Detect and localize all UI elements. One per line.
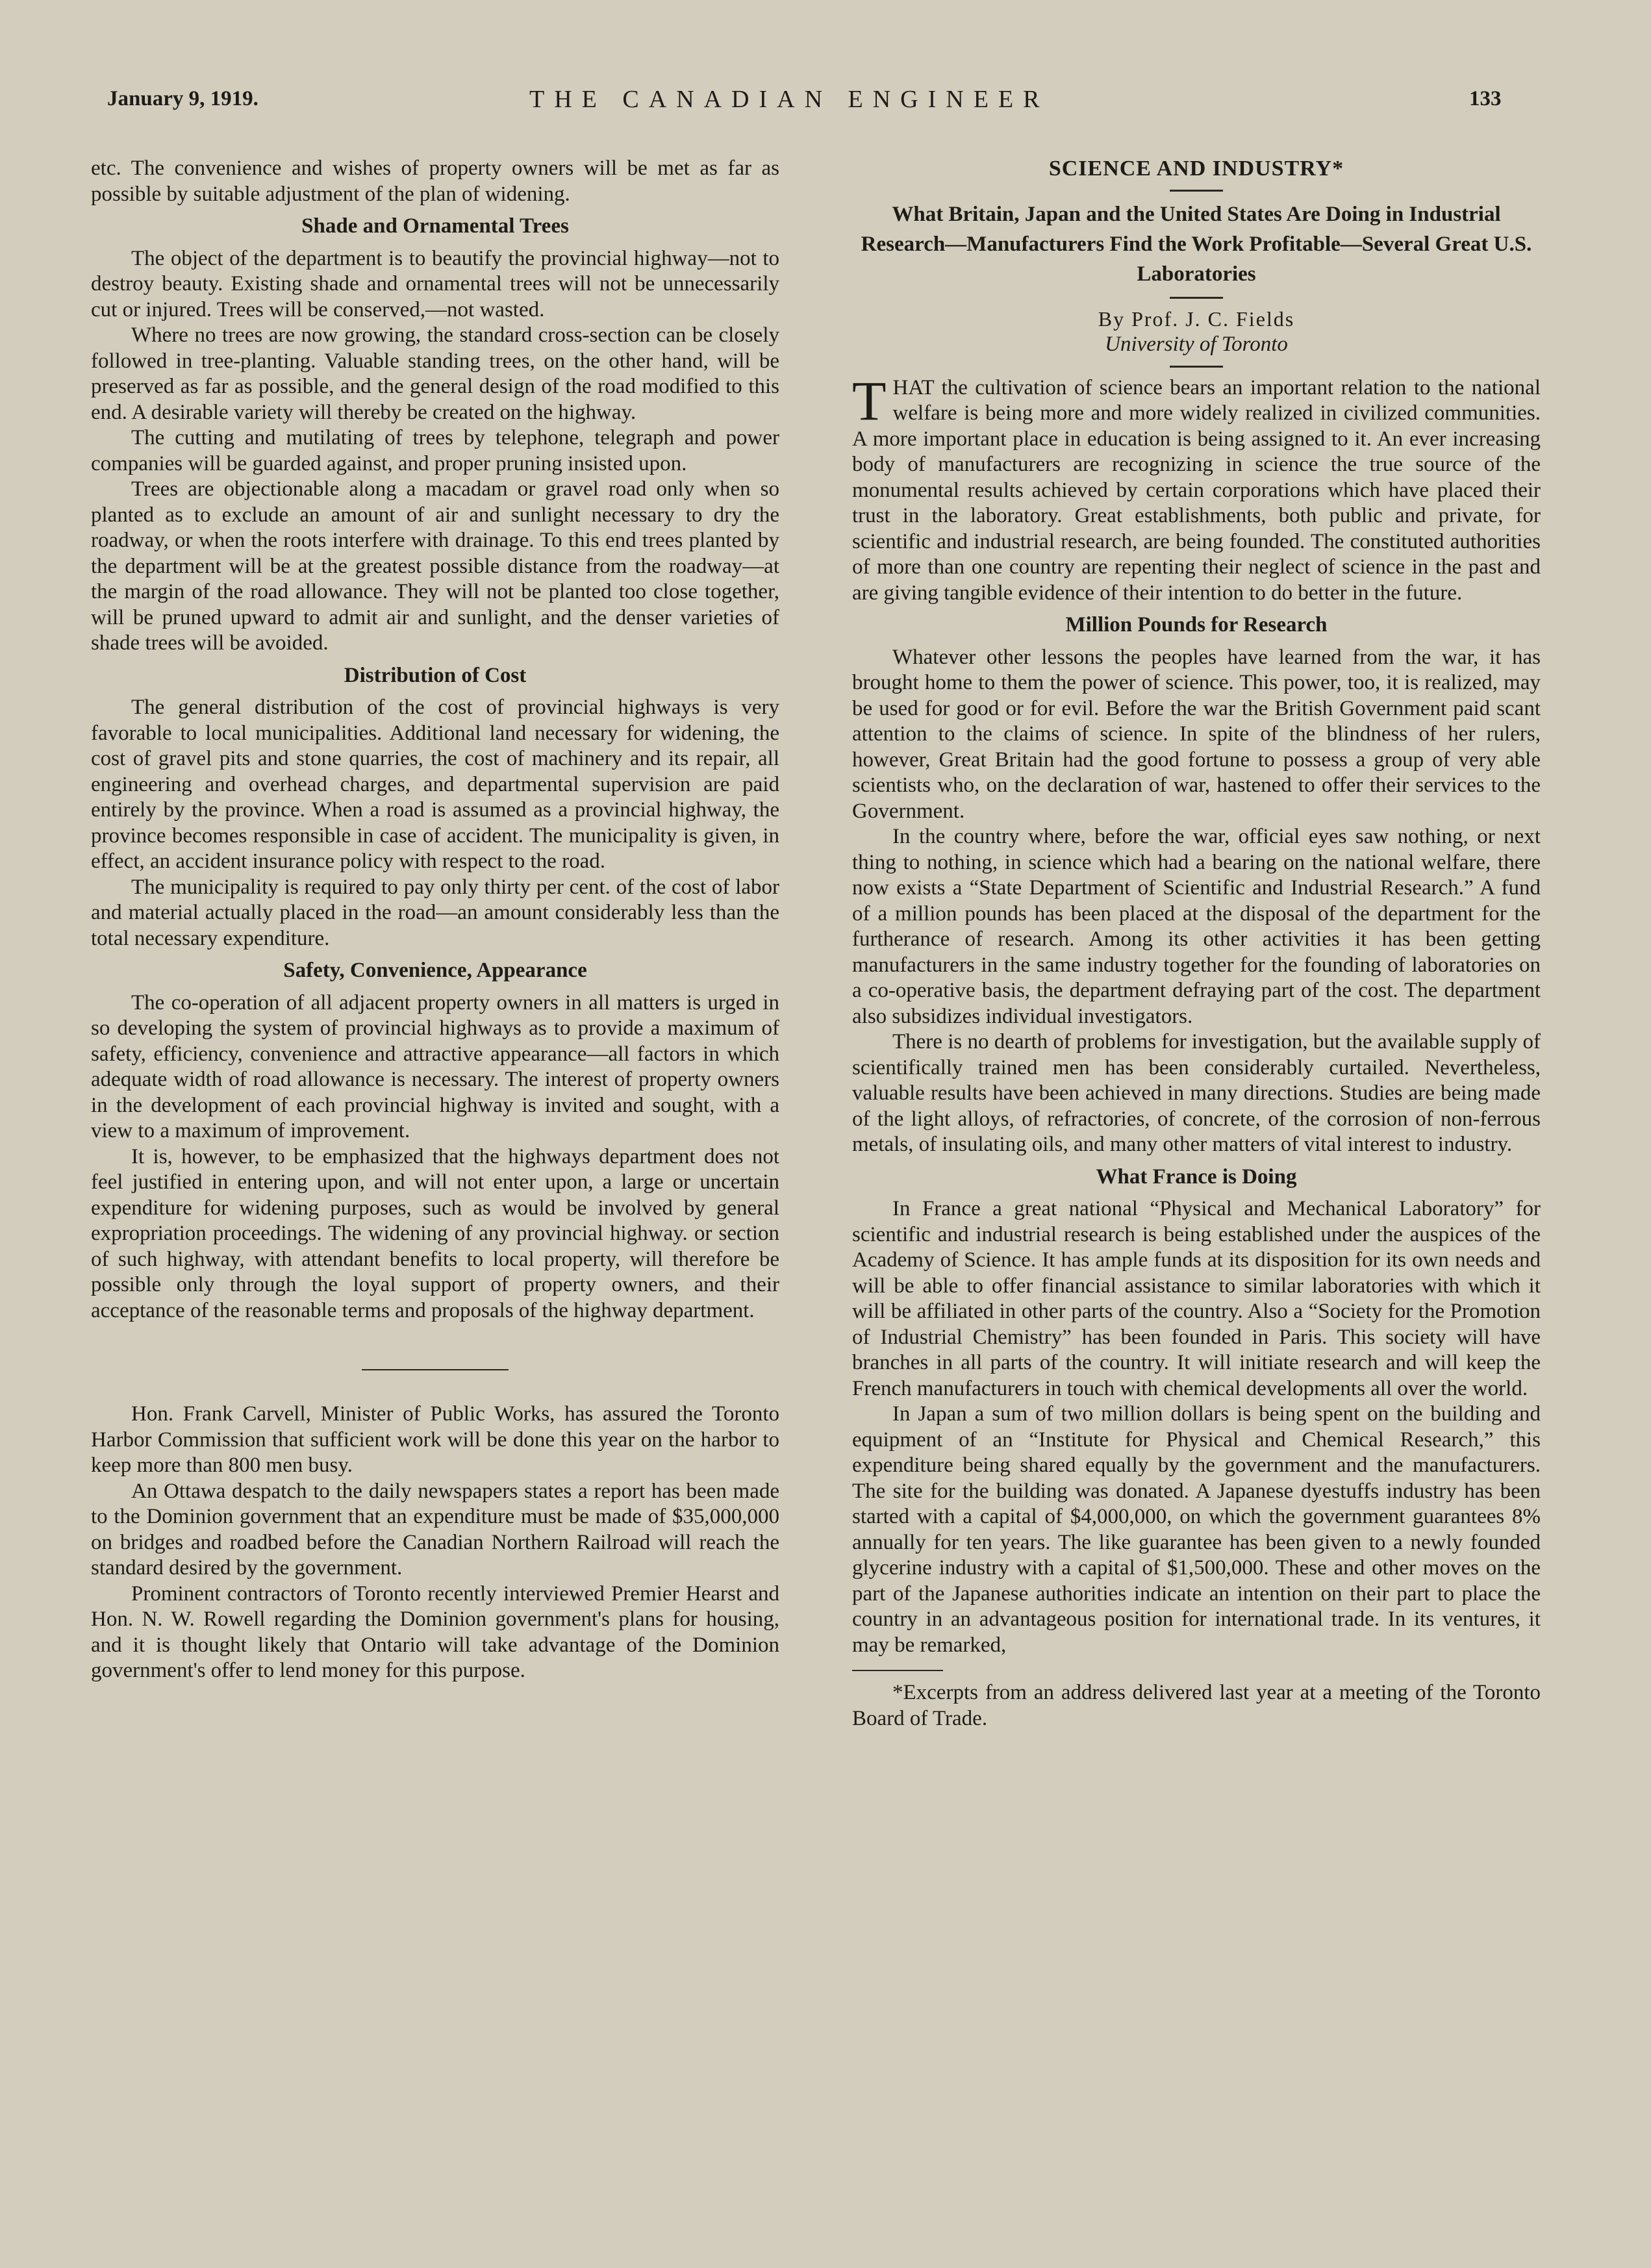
news-item: An Ottawa despatch to the daily newspapers states a report has been made to the Dominion government that an expenditure must be made of $35,000,000 on bridges and roadbed before the Canadian Northern Railroad will reach the standard desired by the government.: [91, 1479, 779, 1580]
author-affiliation: University of Toronto: [1105, 333, 1288, 356]
paragraph: In Japan a sum of two million dollars is being spent on the building and equipment of an “Institute for Physical and Chemical Research,” this expenditure being shared equally by the government and the manufacturers. The site for the building was donated. A Japanese dyestuffs industry has been started with a capital of $4,000,000, on which the government guarantees 8% annually for ten years. The like guarantee has been given to a newly founded glycerine industry with a capital of $1,500,000. These and other moves on the part of the Japanese authorities indicate an intention on their part to place the country in an advantageous position for international trade. In its ventures, it may be remarked,: [852, 1402, 1541, 1657]
issue-date: January 9, 1919.: [107, 87, 258, 110]
paragraph: The municipality is required to pay only thirty per cent. of the cost of labor and material actually placed in the road—an amount considerably less than the total necessary expenditure.: [91, 875, 779, 950]
paragraph-lead: [852, 369, 1541, 607]
article-subtitle: What Britain, Japan and the United States Are Doing in Industrial Research—Manufacturers Find the Work Profitable—Several Great U.S. Laboratories: [861, 202, 1532, 286]
paragraph: In France a great national “Physical and Mechanical Laboratory” for scientific and industrial research is being established under the auspices of the Academy of Science. It has ample funds at its disposition for its own needs and will be able to offer financial assistance to similar laboratories with which it will be affiliated in other parts of the country. Also a “Society for the Promotion of Industrial Chemistry” has been founded in Paris. This society will have branches in all parts of the country. It will initiate research and will keep the French manufacturers in touch with chemical developments all over the world.: [852, 1197, 1541, 1400]
section-divider: [362, 1369, 509, 1370]
paragraph: It is, however, to be emphasized that the highways department does not feel justified in entering upon, and will not enter upon, a large or uncertain expenditure for widening purposes, such as would be involved by general expropriation proceedings. The widening of any provincial highway. or section of such highway, with attendant benefits to local property, will therefore be possible only through the loyal support of property owners, and their acceptance of the reasonable terms and proposals of the highway department.: [91, 1144, 779, 1322]
byline-rule: [1170, 366, 1223, 368]
heading-what-france-is-doing: What France is Doing: [1096, 1165, 1297, 1189]
right-column: [852, 156, 1541, 1732]
paragraph: The cutting and mutilating of trees by telephone, telegraph and power companies will be guarded against, and proper pruning insisted upon.: [91, 426, 779, 475]
heading-shade-trees: Shade and Ornamental Trees: [301, 214, 569, 238]
heading-safety-convenience: Safety, Convenience, Appearance: [283, 959, 587, 982]
news-item: Prominent contractors of Toronto recently interviewed Premier Hearst and Hon. N. W. Rowell regarding the Dominion government's plans for housing, and it is thought likely that Ontario will take advantage of the Dominion government's offer to lend money for this purpose.: [91, 1581, 779, 1682]
paragraph: The object of the department is to beautify the provincial highway—not to destroy beauty. Existing shade and ornamental trees will not be unnecessarily cut or injured. Trees will be conserved,—not wasted.: [91, 246, 779, 321]
lead-text: HAT the cultivation of science bears an important relation to the national welfare is being more and more widely realized in civilized communities. A more important place in education is being assigned to it. An ever increasing body of manufacturers are recognizing in science the true source of the monumental results achieved by certain corporations which have placed their trust in the laboratory. Great establishments, both public and private, for scientific and industrial research, are being founded. The constituted authorities of more than one country are repenting their neglect of science in the past and are giving tangible evidence of their intention to do better in the future.: [852, 375, 1541, 605]
paragraph: The general distribution of the cost of provincial highways is very favorable to local municipalities. Additional land necessary for widening, the cost of gravel pits and stone quarries, the cost of machinery and its repair, all engineering and overhead charges, and departmental supervision are paid entirely by the province. When a road is assumed as a provincial highway, the province becomes responsible in case of accident. The municipality is given, in effect, an accident insurance policy with respect to the road.: [91, 696, 779, 873]
paragraph: The co-operation of all adjacent property owners in all matters is urged in so developing the system of provincial highways as to provide a maximum of safety, efficiency, convenience and attractive appearance—all factors in which adequate width of road allowance is necessary. The interest of property owners in the development of each provincial highway is invited and sought, with a view to a maximum of improvement.: [91, 990, 779, 1142]
subtitle-rule: [1170, 297, 1223, 299]
paragraph: In the country where, before the war, official eyes saw nothing, or next thing to nothing, in science which had a bearing on the national welfare, there now exists a “State Department of Scientific and Industrial Research.” A fund of a million pounds has been placed at the disposal of the department for the furtherance of research. Among its other activities it has been getting manufacturers in the same industry together for the founding of laboratories on a co-operative basis, the department defraying part of the cost. The department also subsidizes individual investigators.: [852, 825, 1541, 1028]
news-item: Hon. Frank Carvell, Minister of Public Works, has assured the Toronto Harbor Commission that sufficient work will be done this year on the harbor to keep more than 800 men busy.: [91, 1402, 779, 1477]
heading-distribution-of-cost: Distribution of Cost: [344, 663, 527, 687]
paragraph: Whatever other lessons the peoples have learned from the war, it has brought home to them the power of science. This power, too, it is realized, may be used for good or for evil. Before the war the British Government paid scant attention to the claims of science. In spite of the blindness of her rulers, however, Great Britain had the good fortune to possess a group of very able scientists who, on the declaration of war, hastened to offer their services to the Government.: [852, 645, 1541, 823]
page-number: 133: [1469, 87, 1502, 110]
title-rule: [1170, 190, 1223, 192]
left-column: [91, 156, 779, 1684]
journal-title: THE CANADIAN ENGINEER: [529, 86, 1050, 113]
paragraph-intro: etc. The convenience and wishes of property owners will be met as far as possible by suitable adjustment of the plan of widening.: [91, 157, 779, 206]
drop-cap: T: [852, 369, 887, 432]
footnote-rule: [852, 1670, 943, 1671]
heading-million-pounds: Million Pounds for Research: [1065, 613, 1328, 636]
footnote: *Excerpts from an address delivered last year at a meeting of the Toronto Board of Trade.: [852, 1681, 1541, 1730]
page-header: [0, 0, 1651, 130]
article-title: SCIENCE AND INDUSTRY*: [1048, 157, 1344, 181]
paragraph: Where no trees are now growing, the standard cross-section can be closely followed in tree-planting. Valuable standing trees, on the other hand, will be preserved as far as possible, and the general design of the road modified to this end. A desirable variety will thereby be created on the highway.: [91, 323, 779, 424]
paragraph: There is no dearth of problems for investigation, but the available supply of scientifically trained men has been considerably curtailed. Nevertheless, valuable results have been achieved in many directions. Studies are being made of the light alloys, of refractories, of concrete, of the corrosion of non-ferrous metals, of insulating oils, and many other matters of vital interest to industry.: [852, 1030, 1541, 1156]
author-byline: By Prof. J. C. Fields: [1098, 307, 1295, 331]
paragraph: Trees are objectionable along a macadam or gravel road only when so planted as to exclude an amount of air and sunlight necessary to dry the roadway, or when the roots interfere with drainage. To this end trees planted by the department will be at the greatest possible distance from the roadway—at the margin of the road allowance. They will not be planted too close together, will be pruned upward to admit air and sunlight, and the denser varieties of shade trees will be avoided.: [91, 477, 779, 655]
